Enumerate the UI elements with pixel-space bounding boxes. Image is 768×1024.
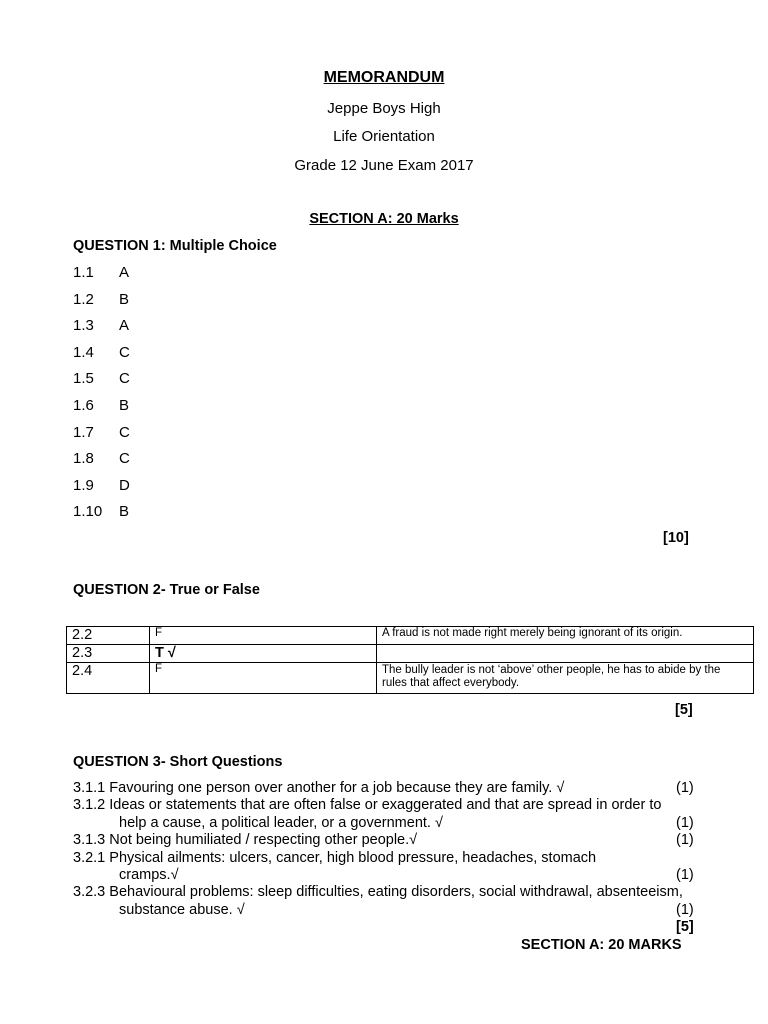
q2-row-answer: F [150,627,377,645]
section-a-heading: SECTION A: 20 Marks [309,211,459,227]
q1-item-answer: B [119,503,130,520]
q3-item-line: 3.1.3 Not being humiliated / respecting other people.√ [73,832,418,848]
q3-item-mark: (1) [676,902,694,918]
q2-row-num: 2.3 [67,645,150,663]
exam-name: Grade 12 June Exam 2017 [294,157,474,174]
q3-heading: QUESTION 3- Short Questions [73,754,283,770]
q2-row-reason [377,645,754,663]
q3-item-line: 3.1.1 Favouring one person over another for a job because they are family. √ [73,780,565,796]
q3-item-line-cont: help a cause, a political leader, or a government. √ [119,815,443,831]
q1-item-answer: B [119,397,130,414]
q3-item-mark: (1) [676,815,694,831]
q3-total: [5] [676,919,694,935]
q3-item-mark: (1) [676,867,694,883]
q3-item-line: 3.2.1 Physical ailments: ulcers, cancer, high blood pressure, headaches, stomach [73,850,597,866]
q1-item-num: 1.7 [73,424,94,441]
q1-item-answer: C [119,424,130,441]
q3-item-line: 3.1.2 Ideas or statements that are often false or exaggerated and that are spread in order to [73,797,662,813]
q3-item-mark: (1) [676,780,694,796]
q1-item-answer: A [119,317,130,334]
q1-item-num: 1.5 [73,370,94,387]
table-row [67,627,754,645]
section-a-footer: SECTION A: 20 MARKS [521,937,682,953]
q3-item-line-cont: substance abuse. √ [119,902,245,918]
q2-row-num: 2.4 [67,663,150,694]
q2-heading: QUESTION 2- True or False [73,582,260,598]
q2-row-reason: A fraud is not made right merely being ignorant of its origin. [377,627,754,645]
q1-item-num: 1.1 [73,264,94,281]
q1-item-num: 1.9 [73,477,94,494]
q2-row-answer: F [150,663,377,694]
q1-item-num: 1.8 [73,450,94,467]
q3-item-line: 3.2.3 Behavioural problems: sleep difficulties, eating disorders, social withdrawal, absenteeism, [73,884,683,900]
q1-item-answer: C [119,370,130,387]
school-name: Jeppe Boys High [327,100,441,117]
q2-row-answer: T √ [150,645,377,663]
q1-item-answer: C [119,450,130,467]
table-row [67,645,754,663]
q2-row-reason: The bully leader is not ‘above’ other people, he has to abide by the rules that affect everybody. [377,663,754,694]
q2-row-num: 2.2 [67,627,150,645]
q1-item-num: 1.2 [73,291,94,308]
table-row [67,663,754,694]
q2-total: [5] [675,702,693,718]
q1-item-num: 1.3 [73,317,94,334]
q3-item-mark: (1) [676,832,694,848]
subject-name: Life Orientation [333,128,435,145]
q1-item-answer: A [119,264,130,281]
q1-item-num: 1.4 [73,344,94,361]
memo-title: MEMORANDUM [323,69,445,86]
q1-item-num: 1.6 [73,397,94,414]
q1-item-answer: C [119,344,130,361]
q1-heading: QUESTION 1: Multiple Choice [73,238,277,254]
q1-item-answer: D [119,477,130,494]
q2-table [66,626,754,694]
q3-item-line-cont: cramps.√ [119,867,179,883]
q1-item-answer: B [119,291,130,308]
q1-total: [10] [663,530,689,546]
q1-item-num: 1.10 [73,503,103,520]
